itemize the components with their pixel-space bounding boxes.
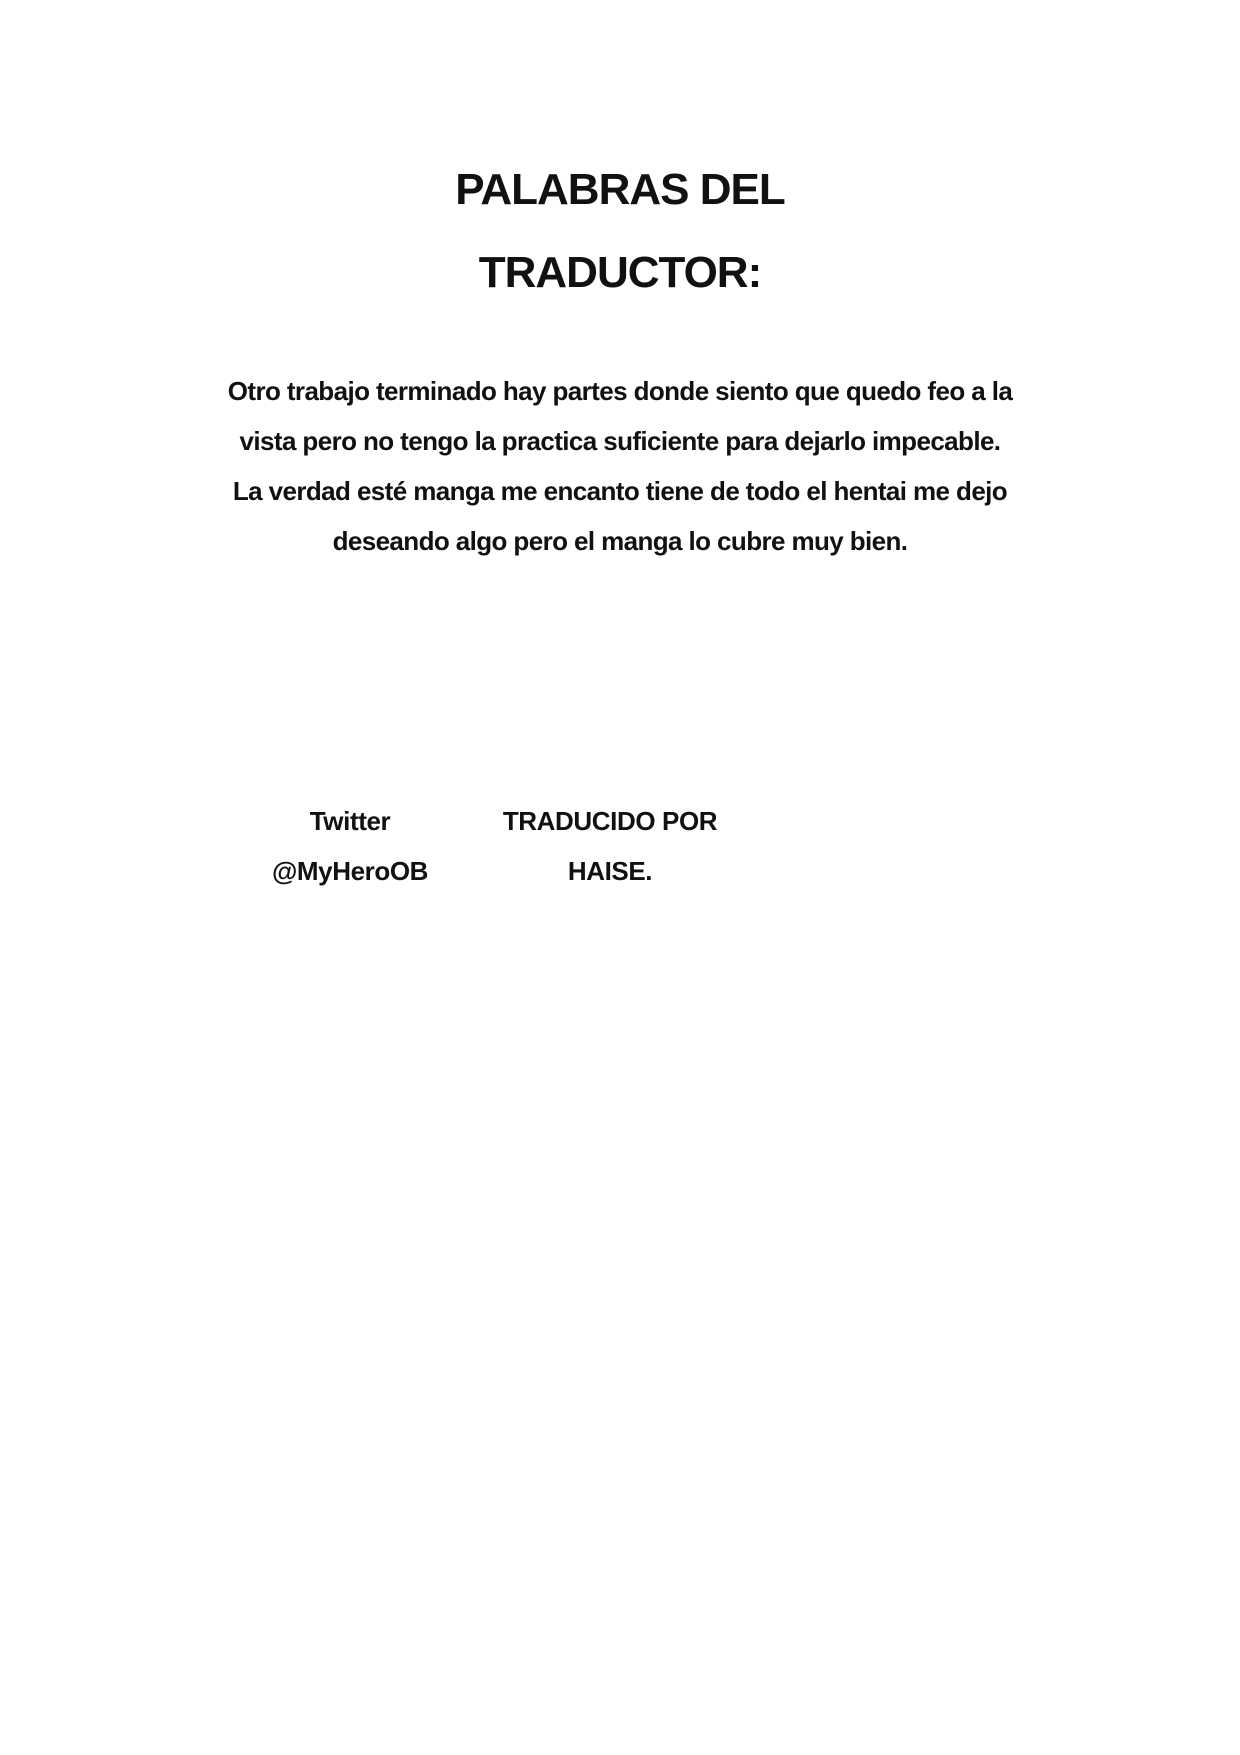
social-credit bbox=[250, 796, 450, 896]
social-label: Twitter bbox=[309, 806, 391, 836]
notes-paragraph-2: La verdad esté manga me encanto tiene de todo el hentai me dejo deseando algo pero el manga lo cubre muy bien. bbox=[232, 476, 1008, 556]
translator-name: HAISE. bbox=[567, 856, 653, 886]
translator-label: TRADUCIDO POR bbox=[502, 806, 718, 836]
translator-credit bbox=[490, 796, 730, 896]
page-title-line-2: TRADUCTOR: bbox=[478, 248, 762, 297]
page-title-line-1: PALABRAS DEL bbox=[455, 165, 785, 214]
social-handle: @MyHeroOB bbox=[271, 856, 429, 886]
translator-notes bbox=[220, 366, 1020, 566]
notes-paragraph-1: Otro trabajo terminado hay partes donde siento que quedo feo a la vista pero no tengo la practica suficiente para dejarlo impecable. bbox=[227, 376, 1013, 456]
